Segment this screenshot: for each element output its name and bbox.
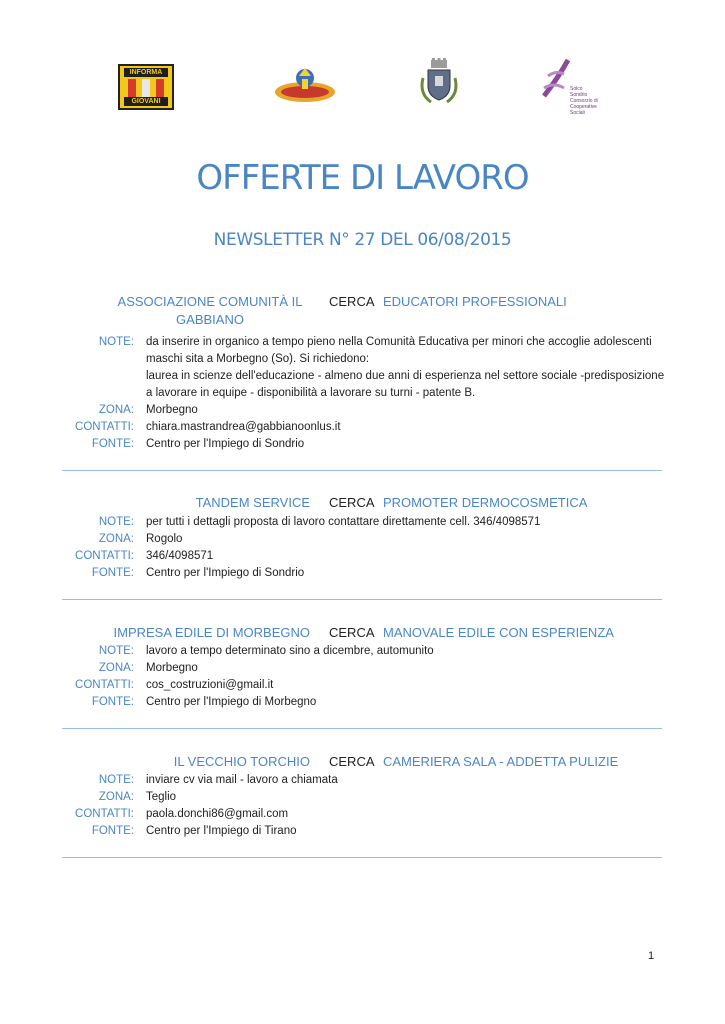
page-title: OFFERTE DI LAVORO xyxy=(196,158,529,198)
field-value: laurea in scienze dell'educazione - almeno due anni di esperienza nel settore sociale -predisposizione a lavorare in equipe - disponibilità a lavorare su turni - patente B. xyxy=(146,370,665,399)
field-label: FONTE: xyxy=(91,438,134,450)
page-number: 1 xyxy=(648,950,655,962)
offer-role: CAMERIERA SALA - ADDETTA PULIZIE xyxy=(383,754,619,769)
comune-coat-of-arms-logo xyxy=(417,58,461,106)
offer-company: IMPRESA EDILE DI MORBEGNO xyxy=(113,625,310,640)
field-label: NOTE: xyxy=(98,336,134,348)
field-label: ZONA: xyxy=(98,404,134,416)
field-label: NOTE: xyxy=(98,645,134,657)
field-value: da inserire in organico a tempo pieno nella Comunità Educativa per minori che accoglie adolescenti maschi sita a Morbegno (So). Si richiedono: xyxy=(146,336,652,365)
divider xyxy=(62,470,662,471)
cerca-label: CERCA xyxy=(329,294,375,309)
field-label: NOTE: xyxy=(98,774,134,786)
field-value: inviare cv via mail - lavoro a chiamata xyxy=(146,774,338,786)
field-label: NOTE: xyxy=(98,516,134,528)
logo-figure xyxy=(156,79,164,97)
field-value: Morbegno xyxy=(146,404,198,416)
field-label: FONTE: xyxy=(91,567,134,579)
field-value: Rogolo xyxy=(146,533,183,545)
offer-role: PROMOTER DERMOCOSMETICA xyxy=(383,495,588,510)
divider xyxy=(62,599,662,600)
field-value[interactable]: 346/4098571 xyxy=(146,550,214,562)
cerca-label: CERCA xyxy=(329,754,375,769)
offer-role: MANOVALE EDILE CON ESPERIENZA xyxy=(383,625,614,640)
solco-logo-line2: Consorzio di xyxy=(570,98,598,104)
field-value[interactable]: cos_costruzioni@gmail.it xyxy=(146,679,274,691)
logo-figure xyxy=(128,79,136,97)
field-value: Centro per l'Impiego di Sondrio xyxy=(146,438,305,450)
field-value: lavoro a tempo determinato sino a dicembre, automunito xyxy=(146,645,434,657)
cerca-label: CERCA xyxy=(329,625,375,640)
field-value[interactable]: chiara.mastrandrea@gabbianoonlus.it xyxy=(146,421,341,433)
field-label: ZONA: xyxy=(98,791,134,803)
divider xyxy=(62,728,662,729)
field-value: Centro per l'Impiego di Sondrio xyxy=(146,567,305,579)
field-value: Teglio xyxy=(146,791,177,803)
informa-giovani-line1: INFORMA xyxy=(124,68,168,77)
field-label: FONTE: xyxy=(91,825,134,837)
field-value: Centro per l'Impiego di Morbegno xyxy=(146,696,317,708)
field-value: per tutti i dettagli proposta di lavoro contattare direttamente cell. 346/4098571 xyxy=(146,516,541,528)
field-value[interactable]: paola.donchi86@gmail.com xyxy=(146,808,289,820)
field-value: Centro per l'Impiego di Tirano xyxy=(146,825,297,837)
solco-logo-name: Solco Sondrio xyxy=(570,86,588,98)
field-value: Morbegno xyxy=(146,662,198,674)
field-label: CONTATTI: xyxy=(75,550,134,562)
field-label: ZONA: xyxy=(98,662,134,674)
field-label: CONTATTI: xyxy=(75,679,134,691)
logo-bar xyxy=(0,58,725,118)
centro-diurno-logo xyxy=(273,66,337,106)
offer-company: ASSOCIAZIONE COMUNITÀ IL GABBIANO xyxy=(117,294,303,327)
solco-logo-line3: Cooperative Sociali xyxy=(570,104,597,116)
field-label: ZONA: xyxy=(98,533,134,545)
offer-company: TANDEM SERVICE xyxy=(195,495,310,510)
field-label: CONTATTI: xyxy=(75,421,134,433)
solco-logo-text xyxy=(570,86,600,116)
divider xyxy=(62,857,662,858)
cerca-label: CERCA xyxy=(329,495,375,510)
logo-figure xyxy=(142,79,150,97)
solco-sondrio-logo xyxy=(540,58,600,116)
offer-company: IL VECCHIO TORCHIO xyxy=(173,754,310,769)
informa-giovani-line2: GIOVANI xyxy=(124,97,168,106)
newsletter-subtitle: NEWSLETTER N° 27 DEL 06/08/2015 xyxy=(213,230,512,250)
offer-role: EDUCATORI PROFESSIONALI xyxy=(383,294,567,309)
field-label: FONTE: xyxy=(91,696,134,708)
field-label: CONTATTI: xyxy=(75,808,134,820)
informa-giovani-logo xyxy=(118,64,174,110)
